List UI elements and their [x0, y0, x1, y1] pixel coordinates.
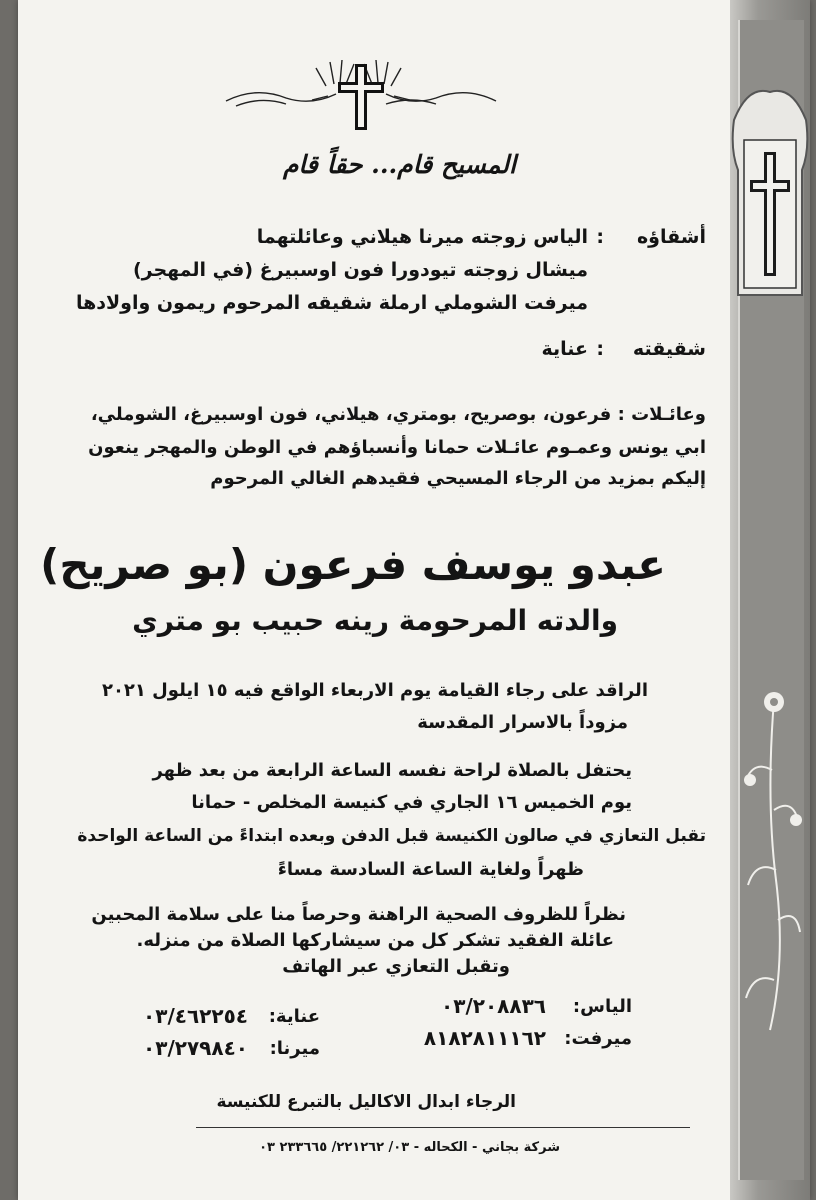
- notice-line-1: نظراً للظروف الصحية الراهنة وحرصاً منا على سلامة المحبين: [91, 904, 626, 925]
- inaya-label: عناية:: [268, 1006, 320, 1027]
- siblings-colon: :: [596, 226, 604, 248]
- wreath-request: الرجاء ابدال الاكاليل بالتبرع للكنيسة: [216, 1092, 516, 1112]
- families-line-2: ابي يونس وعمـوم عائـلات حمانا وأنسباؤهم في الوطن والمهجر ينعون: [88, 437, 706, 458]
- service-line-1: يحتفل بالصلاة لراحة نفسه الساعة الرابعة من بعد ظهر: [152, 760, 632, 781]
- resurrection-greeting: المسيح قام... حقاً قام: [282, 150, 516, 179]
- service-line-2: يوم الخميس ١٦ الجاري في كنيسة المخلص - حمانا: [191, 792, 632, 813]
- death-line-1: الراقد على رجاء القيامة يوم الاربعاء الواقع فيه ١٥ ايلول ٢٠٢١: [101, 680, 648, 701]
- inaya-phone: ٠٣/٤٦٢٢٥٤: [143, 1004, 248, 1028]
- printer-credit: شركة بجاني - الكحاله - ٠٣/ ٢٢١٢٦٢/ ٢٣٣٦٦٥ ٠٣: [259, 1140, 560, 1155]
- footer-divider: [196, 1127, 690, 1128]
- notice-line-3: وتقبل التعازي عبر الهاتف: [282, 956, 510, 977]
- mirna-label: ميرنا:: [269, 1038, 320, 1059]
- families-line-1: وعائـلات : فرعون، بوصريح، بومتري، هيلاني، فون اوسبيرغ، الشوملي،: [90, 404, 706, 425]
- notice-line-2: عائلة الفقيد تشكر كل من سيشاركها الصلاة من منزله.: [136, 930, 614, 951]
- mervat-label: ميرفت:: [564, 1028, 632, 1049]
- service-line-4: ظهراً ولغاية الساعة السادسة مساءً: [277, 859, 584, 880]
- elias-label: الياس:: [572, 996, 632, 1017]
- families-line-3: إليكم بمزيد من الرجاء المسيحي فقيدهم الغالي المرحوم: [210, 468, 706, 489]
- service-line-3: تقبل التعازي في صالون الكنيسة قبل الدفن وبعده ابتداءً من الساعة الواحدة: [77, 826, 706, 846]
- deceased-mother: والدته المرحومة رينه حبيب بو متري: [132, 604, 618, 637]
- siblings-label: أشقاؤه: [636, 226, 706, 248]
- deceased-name: عبدو يوسف فرعون (بو صريح): [40, 540, 666, 589]
- sister-name: عناية: [541, 338, 588, 360]
- elias-phone: ٠٣/٢٠٨٨٣٦: [441, 994, 546, 1018]
- mirna-phone: ٠٣/٢٧٩٨٤٠: [143, 1036, 248, 1060]
- death-line-2: مزوداً بالاسرار المقدسة: [417, 712, 628, 733]
- sister-colon: :: [596, 338, 604, 360]
- sibling-line-1: الياس زوجته ميرنا هيلاني وعائلتهما: [256, 226, 588, 248]
- sibling-line-3: ميرفت الشوملي ارملة شقيقه المرحوم ريمون واولادها: [75, 292, 588, 314]
- mervat-phone: ٨١٨٢٨١١١٦٢: [423, 1026, 546, 1050]
- sister-label: شقيقته: [632, 338, 706, 360]
- sibling-line-2: ميشال زوجته تيودورا فون اوسبيرغ (في المهجر): [132, 259, 588, 281]
